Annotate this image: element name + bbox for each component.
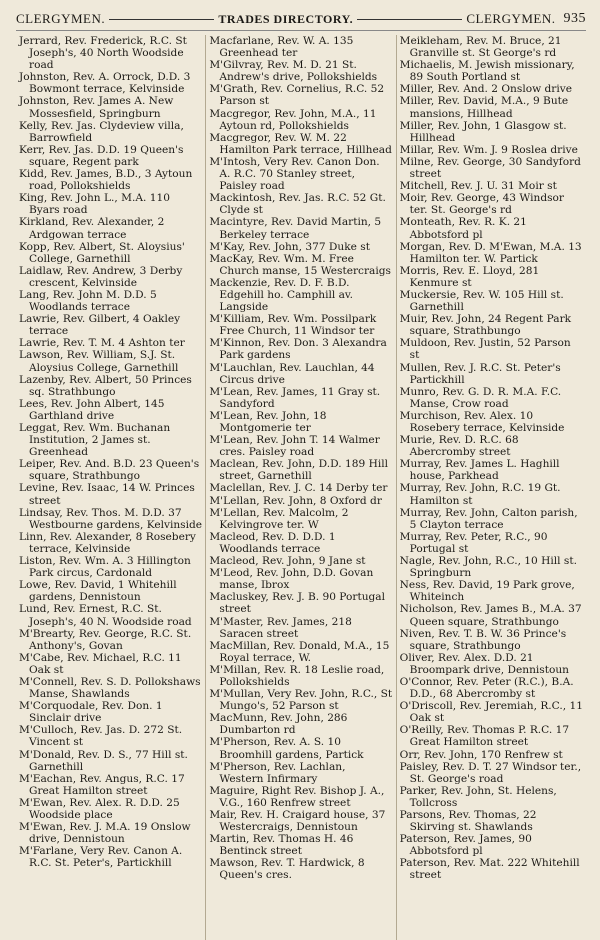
directory-entry: Mullen, Rev. J. R.C. St. Peter's Partickhill [399, 361, 561, 386]
directory-entry: Paisley, Rev. D. T. 27 Windsor ter., St. George's road [399, 760, 582, 785]
page-number: 935 [563, 11, 586, 26]
directory-entry: O'Driscoll, Rev. Jeremiah, R.C., 11 Oak st [399, 700, 583, 725]
directory-entry: Miller, Rev. John, 1 Glasgow st. Hillhead [399, 119, 567, 144]
directory-entry: M'Cabe, Rev. Michael, R.C. 11 Oak st [19, 651, 182, 676]
directory-entry: Paterson, Rev. Mat. 222 Whitehill street [399, 857, 580, 882]
directory-entry: Michaelis, M. Jewish missionary, 89 South Portland st [399, 59, 575, 84]
directory-entry: Moir, Rev. George, 43 Windsor ter. St. George's rd [399, 192, 564, 217]
directory-entry: Mitchell, Rev. J. U. 31 Moir st [399, 180, 557, 193]
directory-entry: Lees, Rev. John Albert, 145 Garthland drive [19, 397, 165, 422]
directory-entry: MacMillan, Rev. Donald, M.A., 15 Royal terrace, W. [209, 639, 390, 664]
directory-entry: Mackenzie, Rev. D. F. B.D. Edgehill ho. Camphill av. Langside [209, 276, 354, 314]
directory-entry: M'Leod, Rev. John, D.D. Govan manse, Ibrox [209, 567, 374, 592]
directory-entry: M'Intosh, Very Rev. Canon Don. A. R.C. 70 Stanley street, Paisley road [209, 155, 380, 193]
directory-entry: Kirkland, Rev. Alexander, 2 Ardgowan terrace [19, 216, 165, 241]
header-title: TRADES DIRECTORY. [218, 11, 354, 26]
directory-entry: M'Lean, Rev. John, 18 Montgomerie ter [209, 409, 327, 434]
directory-entry: Lund, Rev. Ernest, R.C. St. Joseph's, 40 N. Woodside road [19, 603, 192, 628]
directory-entry: Orr, Rev. John, 170 Renfrew st [399, 748, 563, 761]
directory-entry: Milne, Rev. George, 30 Sandyford street [399, 155, 581, 181]
directory-columns [16, 35, 586, 940]
directory-entry: O'Reilly, Rev. Thomas P. R.C. 17 Great Hamilton street [399, 724, 570, 749]
directory-entry: Murchison, Rev. Alex. 10 Rosebery terrace, Kelvinside [399, 409, 565, 434]
directory-entry: MacKay, Rev. Wm. M. Free Church manse, 15 Westercraigs [209, 252, 391, 277]
directory-entry: Murray, Rev. James L. Haghill house, Parkhead [399, 458, 560, 483]
directory-entry: Nicholson, Rev. James B., M.A. 37 Queen square, Strathbungo [399, 603, 582, 628]
directory-entry: Lazenby, Rev. Albert, 50 Princes sq. Strathbungo [19, 373, 192, 398]
directory-entry: Muckersie, Rev. W. 105 Hill st. Garnethill [399, 288, 564, 314]
directory-entry: M'Pherson, Rev. Lachlan, Western Infirmary [209, 760, 346, 785]
directory-entry: Paterson, Rev. James, 90 Abbotsford pl [399, 833, 532, 858]
header-rule-left [109, 19, 214, 20]
header-right: CLERGYMEN. [466, 11, 556, 26]
directory-entry: M'Millan, Rev. R. 18 Leslie road, Pollokshields [209, 663, 385, 688]
header-rule-right [357, 19, 462, 20]
directory-entry: Maguire, Right Rev. Bishop J. A., V.G., 160 Renfrew street [209, 784, 385, 809]
directory-entry: O'Connor, Rev. Peter (R.C.), B.A. D.D., 68 Abercromby st [399, 675, 574, 701]
directory-entry: Murray, Rev. John, R.C. 19 Gt. Hamilton st [399, 482, 561, 507]
directory-entry: M'Kay, Rev. John, 377 Duke st [209, 240, 370, 253]
directory-entry: Martin, Rev. Thomas H. 46 Bentinck street [209, 833, 354, 858]
directory-entry: M'Killiam, Rev. Wm. Possilpark Free Church, 11 Windsor ter [209, 313, 377, 338]
directory-entry: Jerrard, Rev. Frederick, R.C. St Joseph's, 40 North Woodside road [19, 35, 187, 72]
directory-entry: Kidd, Rev. James, B.D., 3 Aytoun road, Pollokshields [19, 168, 193, 193]
directory-entry: Macgregor, Rev. W. M. 22 Hamilton Park terrace, Hillhead [209, 131, 392, 156]
directory-entry: M'Ewan, Rev. Alex. R. D.D. 25 Woodside place [19, 796, 180, 821]
directory-entry: King, Rev. John L., M.A. 110 Byars road [19, 192, 170, 217]
directory-entry: Murray, Rev. John, Calton parish, 5 Clayton terrace [399, 506, 578, 531]
directory-entry: Parker, Rev. John, St. Helens, Tollcross [399, 784, 557, 809]
directory-entry: M'Donald, Rev. D. S., 77 Hill st. Garnethill [19, 748, 188, 773]
directory-entry: M'Brearty, Rev. George, R.C. St. Anthony's, Govan [19, 627, 192, 652]
directory-entry: Murray, Rev. Peter, R.C., 90 Portugal st [399, 530, 548, 555]
column-1 [16, 35, 205, 940]
directory-entry: Macfarlane, Rev. W. A. 135 Greenhead ter [209, 35, 354, 60]
directory-entry: Maclellan, Rev. J. C. 14 Derby ter [209, 482, 388, 495]
directory-entry: Johnston, Rev. A. Orrock, D.D. 3 Bowmont terrace, Kelvinside [19, 71, 191, 96]
directory-entry: M'Mullan, Very Rev. John, R.C., St Mungo's, 52 Parson st [209, 688, 393, 713]
directory-entry: M'Lellan, Rev. Malcolm, 2 Kelvingrove ter. W [209, 506, 349, 531]
directory-entry: Lowe, Rev. David, 1 Whitehill gardens, Dennistoun [19, 579, 177, 604]
directory-entry: M'Corquodale, Rev. Don. 1 Sinclair drive [19, 700, 163, 725]
directory-entry: M'Kinnon, Rev. Don. 3 Alexandra Park gardens [209, 337, 387, 362]
directory-entry: Ness, Rev. David, 19 Park grove, Whiteinch [399, 579, 575, 604]
directory-entry: Mair, Rev. H. Craigard house, 37 Westercraigs, Dennistoun [209, 809, 386, 834]
directory-entry: Kopp, Rev. Albert, St. Aloysius' College, Garnethill [19, 240, 185, 265]
page-header [16, 8, 586, 31]
directory-entry: Linn, Rev. Alexander, 8 Rosebery terrace, Kelvinside [19, 530, 196, 555]
directory-entry: M'Lellan, Rev. John, 8 Oxford dr [209, 494, 382, 507]
directory-entry: Parsons, Rev. Thomas, 22 Skirving st. Shawlands [399, 809, 537, 834]
directory-entry: MacMunn, Rev. John, 286 Dumbarton rd [209, 712, 348, 737]
directory-entry: Levine, Rev. Isaac, 14 W. Princes street [19, 482, 195, 507]
directory-entry: Mawson, Rev. T. Hardwick, 8 Queen's cres. [209, 857, 365, 882]
directory-entry: Leiper, Rev. And. B.D. 23 Queen's square, Strathbungo [19, 458, 200, 483]
directory-entry: M'Gilvray, Rev. M. D. 21 St. Andrew's drive, Pollokshields [209, 59, 378, 84]
directory-entry: M'Grath, Rev. Cornelius, R.C. 52 Parson st [209, 83, 385, 108]
directory-entry: M'Lean, Rev. James, 11 Gray st. Sandyford [209, 385, 381, 410]
directory-entry: Morgan, Rev. D. M'Ewan, M.A. 13 Hamilton ter. W. Partick [399, 240, 582, 265]
directory-entry: Macintyre, Rev. David Martin, 5 Berkeley terrace [209, 216, 382, 241]
directory-entry: Kelly, Rev. Jas. Clydeview villa, Barrowfield [19, 119, 184, 144]
directory-entry: Macleod, Rev. John, 9 Jane st [209, 555, 366, 568]
directory-entry: Monteath, Rev. R. K. 21 Abbotsford pl [399, 216, 527, 241]
directory-entry: Muir, Rev. John, 24 Regent Park square, Strathbungo [399, 313, 572, 338]
directory-entry: Millar, Rev. Wm. J. 9 Roslea drive [399, 143, 578, 156]
directory-entry: Kerr, Rev. Jas. D.D. 19 Queen's square, Regent park [19, 143, 184, 168]
column-2 [205, 35, 395, 940]
directory-entry: M'Lauchlan, Rev. Lauchlan, 44 Circus drive [209, 361, 375, 386]
directory-entry: Munro, Rev. G. D. R. M.A. F.C. Manse, Crow road [399, 385, 562, 410]
directory-entry: Meikleham, Rev. M. Bruce, 21 Granville st. St George's rd [399, 35, 562, 60]
directory-entry: Lawrie, Rev. Gilbert, 4 Oakley terrace [19, 313, 181, 338]
directory-entry: Oliver, Rev. Alex. D.D. 21 Broompark drive, Dennistoun [399, 651, 569, 676]
directory-entry: M'Connell, Rev. S. D. Pollokshaws Manse, Shawlands [19, 675, 201, 701]
directory-entry: M'Culloch, Rev. Jas. D. 272 St. Vincent st [19, 724, 183, 749]
directory-entry: Macluskey, Rev. J. B. 90 Portugal street [209, 591, 386, 616]
directory-entry: Niven, Rev. T. B. W. 36 Prince's square, Strathbungo [399, 627, 567, 652]
directory-entry: Macleod, Rev. D. D.D. 1 Woodlands terrace [209, 530, 336, 555]
directory-entry: M'Lean, Rev. John T. 14 Walmer cres. Paisley road [209, 434, 380, 459]
column-3 [396, 35, 586, 940]
directory-entry: Morris, Rev. E. Lloyd, 281 Kenmure st [399, 264, 540, 289]
directory-entry: Macgregor, Rev. John, M.A., 11 Aytoun rd, Pollokshields [209, 107, 377, 132]
directory-entry: Lang, Rev. John M. D.D. 5 Woodlands terrace [19, 288, 157, 314]
directory-entry: Lawson, Rev. William, S.J. St. Aloysius College, Garnethill [19, 349, 179, 374]
directory-entry: M'Pherson, Rev. A. S. 10 Broomhill gardens, Partick [209, 736, 364, 761]
directory-entry: Miller, Rev. David, M.A., 9 Bute mansions, Hillhead [399, 95, 569, 120]
directory-entry: Lawrie, Rev. T. M. 4 Ashton ter [19, 337, 185, 350]
directory-entry: M'Farlane, Very Rev. Canon A. R.C. St. Peter's, Partickhill [19, 845, 183, 870]
directory-entry: Mackintosh, Rev. Jas. R.C. 52 Gt. Clyde st [209, 192, 386, 217]
directory-entry: Lindsay, Rev. Thos. M. D.D. 37 Westbourne gardens, Kelvinside [19, 506, 203, 531]
header-left: CLERGYMEN. [16, 11, 106, 26]
directory-entry: Murie, Rev. D. R.C. 68 Abercromby street [399, 434, 519, 459]
directory-entry: Muldoon, Rev. Justin, 52 Parson st [399, 337, 571, 362]
directory-entry: Nagle, Rev. John, R.C., 10 Hill st. Springburn [399, 555, 577, 580]
directory-entry: Liston, Rev. Wm. A. 3 Hillington Park circus, Cardonald [19, 555, 191, 580]
directory-entry: Leggat, Rev. Wm. Buchanan Institution, 2 James st. Greenhead [19, 422, 171, 459]
directory-entry: M'Ewan, Rev. J. M.A. 19 Onslow drive, Dennistoun [19, 821, 191, 846]
directory-entry: M'Master, Rev. James, 218 Saracen street [209, 615, 352, 640]
directory-entry: Miller, Rev. And. 2 Onslow drive [399, 83, 573, 96]
directory-entry: M'Eachan, Rev. Angus, R.C. 17 Great Hamilton street [19, 772, 185, 797]
directory-entry: Maclean, Rev. John, D.D. 189 Hill street, Garnethill [209, 458, 388, 483]
directory-entry: Laidlaw, Rev. Andrew, 3 Derby crescent, Kelvinside [19, 264, 183, 289]
directory-entry: Johnston, Rev. James A. New Mossesfield, Springburn [19, 95, 174, 120]
